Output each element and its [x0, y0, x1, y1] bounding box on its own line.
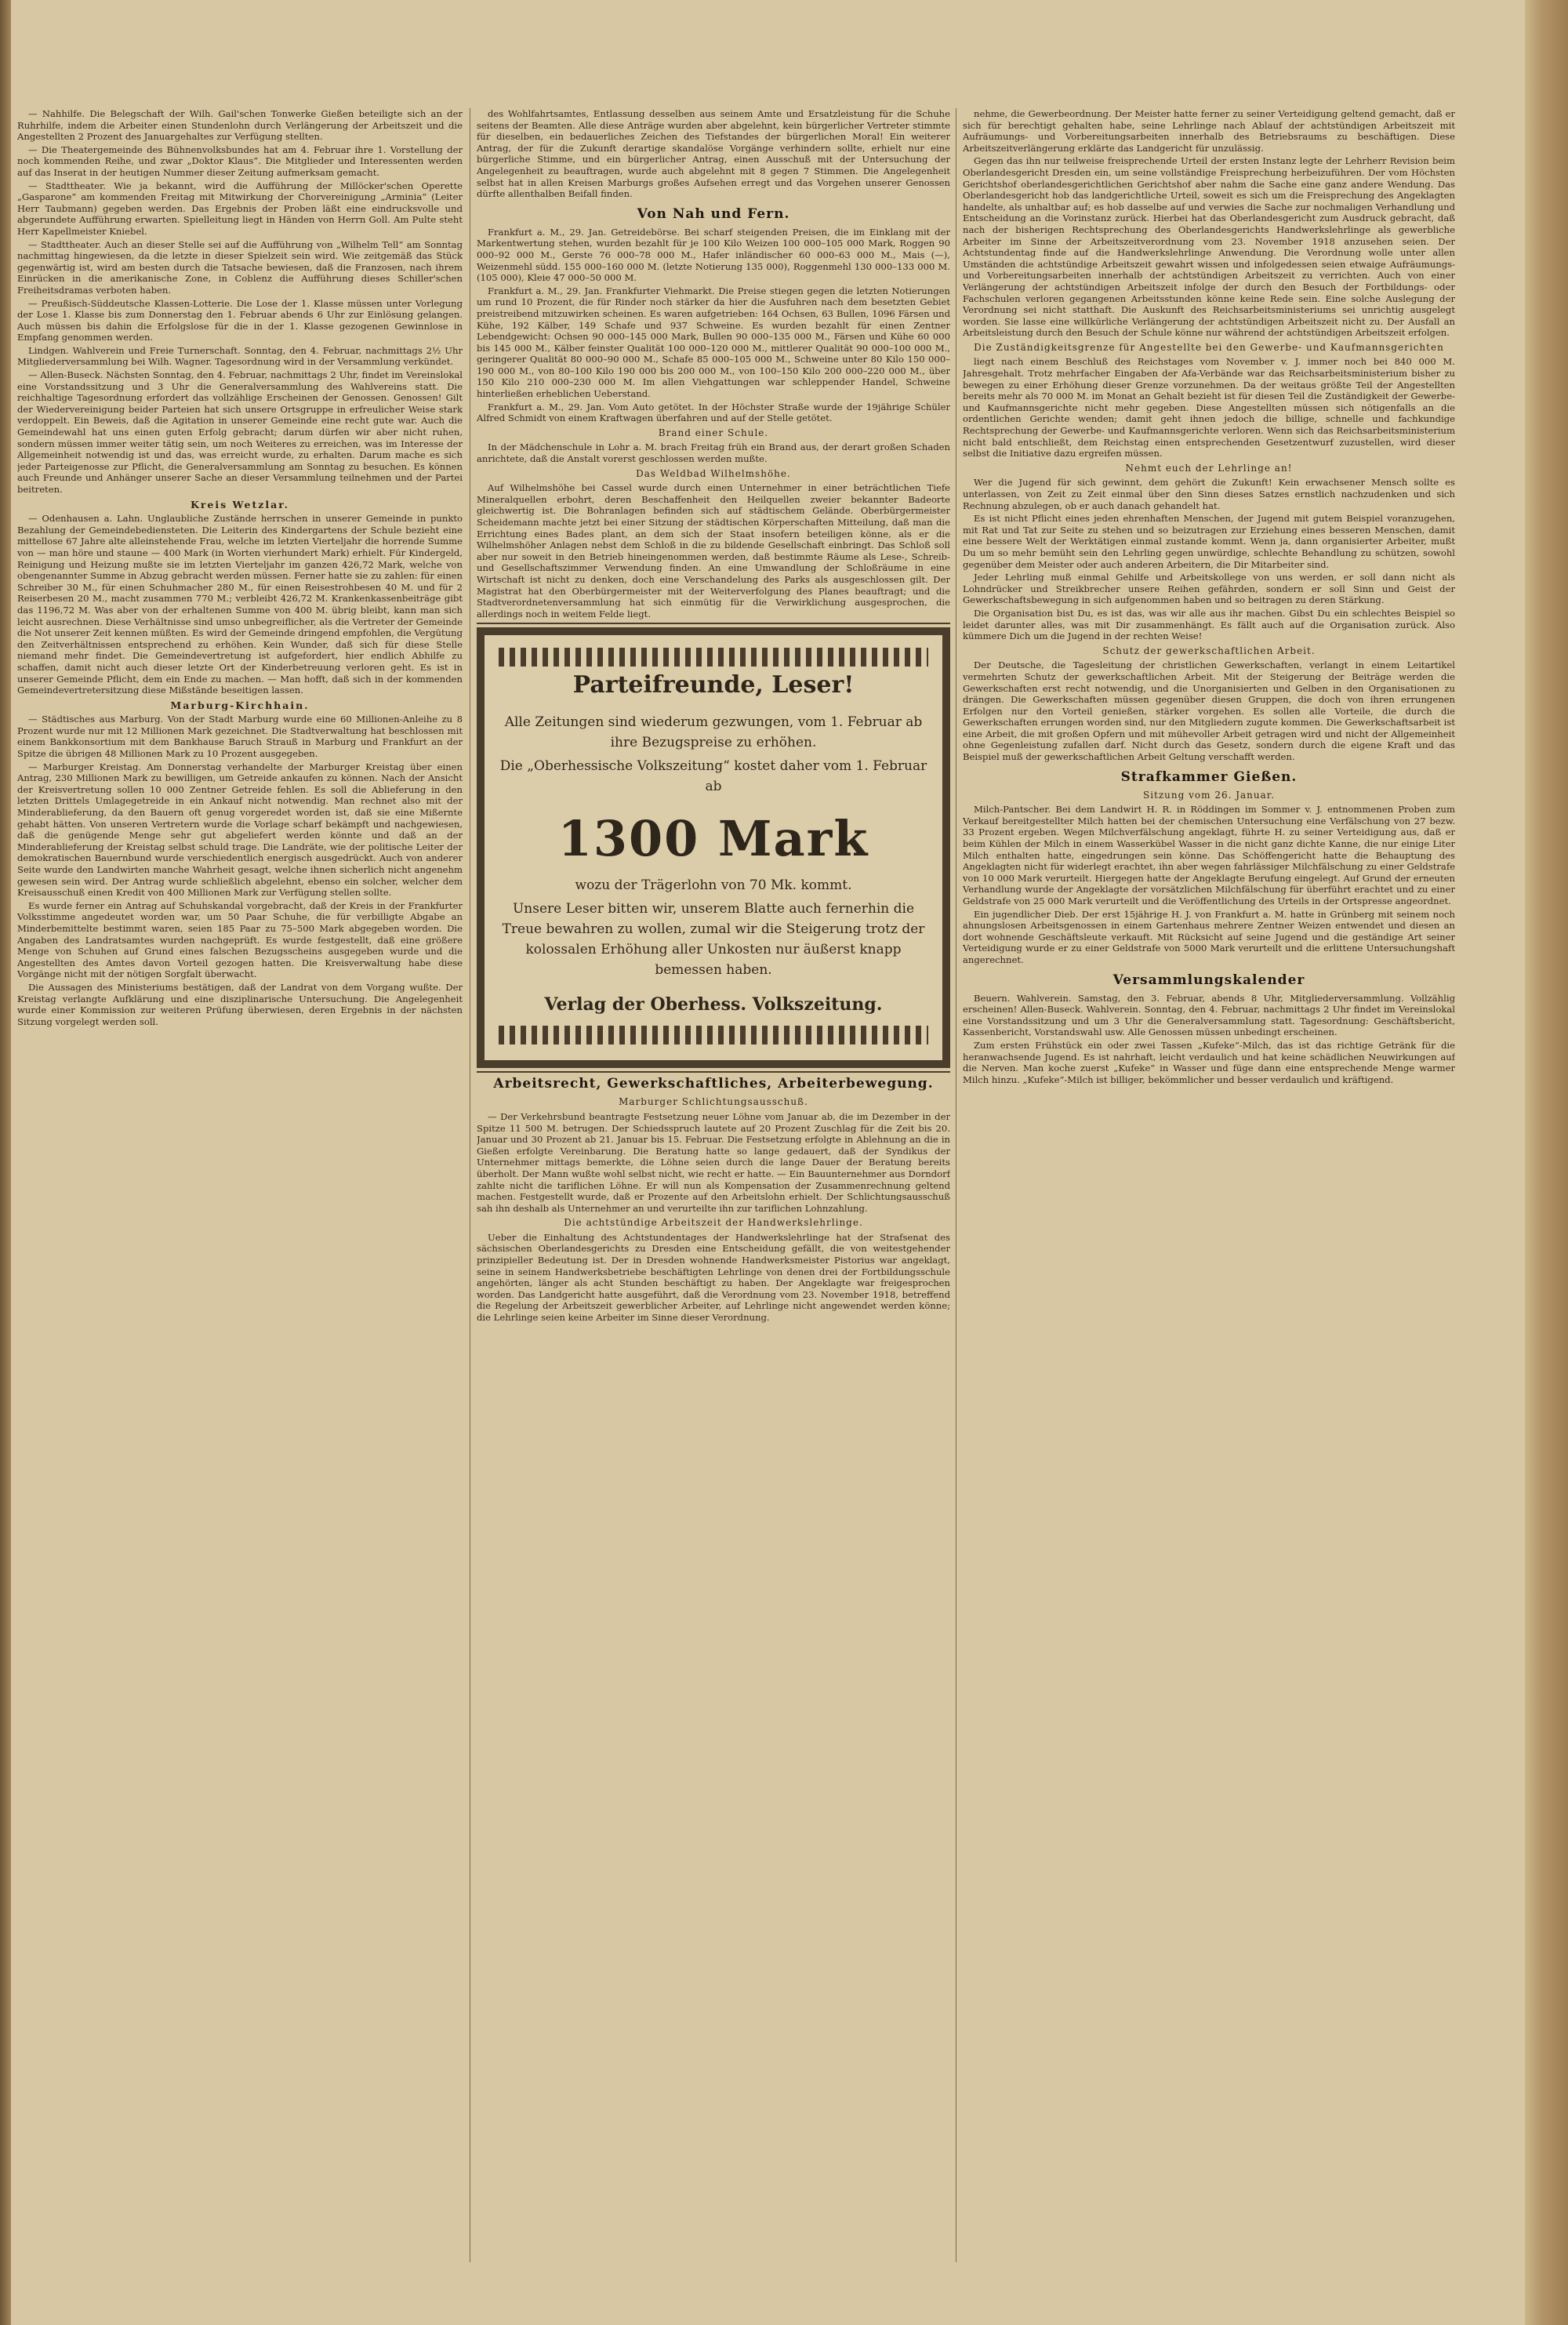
- article-paragraph: — Preußisch-Süddeutsche Klassen-Lotterie. Die Lose der 1. Klasse müssen unter Vorlegung der Lose 1. Klasse bis zum Donnerstag den 1. Februar abends 6 Uhr zur Einlösung gelangen. Auch müssen bis dahin die Erfolgslose für die in der 1. Klasse gezogenen Gewinnlose in Empfang genommen werden.: [17, 297, 463, 343]
- article-paragraph: Jeder Lehrling muß einmal Gehilfe und Arbeitskollege von uns werden, er soll dann nicht als Lohndrücker und Streikbrecher unsere Reihen gefährden, sondern er soll Sinn und Geist der Gewerkschaftsbewegung in sich aufgenommen haben und so beitragen zu deren Stärkung.: [963, 572, 1455, 606]
- notice-text: Unsere Leser bitten wir, unserem Blatte auch fernerhin die Treue bewahren zu wollen, zumal wir die Steigerung trotz der kolossalen Erhöhung aller Unkosten nur äußerst knapp bemessen haben.: [502, 901, 925, 979]
- article-paragraph: — Der Verkehrsbund beantragte Festsetzung neuer Löhne vom Januar ab, die im Dezember in der Spitze 11 500 M. betrugen. Der Schiedsspruch lautete auf 20 Prozent Zuschlag für die Zeit bis 20. Januar und 30 Prozent ab 21. Januar bis 15. Februar. Die Festsetzung erfolgte in Ablehnung an die in Gießen erfolgte Vereinbarung. Die Beratung hatte so lange gedauert, daß der Syndikus der Unternehmer mittags bemerkte, die Löhne seien durch die lange Dauer der Beratung bereits überholt. Der Mann wußte wohl selbst nicht, wie recht er hatte. — Ein Bauunternehmer aus Dorndorf zahlte nicht die tariflichen Löhne. Er will nun als Kompensation der Zusammenrechnung geltend machen. Festgestellt wurde, daß er Prozente auf den Arbeitslohn erhielt. Der Schlichtungsausschuß sah ihn deshalb als Unternehmer an und verurteilte ihn zur tariflichen Lohnzahlung.: [477, 1110, 950, 1214]
- column-3: [963, 108, 1455, 2262]
- section-heading: Von Nah und Fern.: [637, 205, 790, 222]
- column-1: [17, 108, 463, 2262]
- article-paragraph: Die Aussagen des Ministeriums bestätigen, daß der Landrat von dem Vorgang wußte. Der Kreistag verlangte Aufklärung und eine disziplinarische Untersuchung. Die Angelegenheit wurde einer Kommission zur weiteren Prüfung überwiesen, deren Ergebnis in der nächsten Sitzung vorgelegt werden soll.: [17, 981, 463, 1027]
- section-heading: Die achtstündige Arbeitszeit der Handwerkslehrlinge.: [564, 1217, 863, 1229]
- article-paragraph: Zum ersten Frühstück ein oder zwei Tassen „Kufeke“-Milch, das ist das richtige Getränk für die heranwachsende Jugend. Es ist nahrhaft, leicht verdaulich und hat keine schädlichen Neuwirkungen auf die Nerven. Man koche zuerst „Kufeke“ in Wasser und füge dann eine entsprechende Menge warmer Milch hinzu. „Kufeke“-Milch ist billiger, bekömmlicher und besser verdaulich und kräftigend.: [963, 1039, 1455, 1085]
- section-heading: Die Zuständigkeitsgrenze für Angestellte bei den Gewerbe- und Kaufmannsgerichten: [974, 341, 1444, 353]
- article-paragraph: Frankfurt a. M., 29. Jan. Vom Auto getötet. In der Höchster Straße wurde der 19jährige Schüler Alfred Schmidt von einem Kraftwagen überfahren und auf der Stelle getötet.: [477, 401, 950, 424]
- section-heading: Kreis Wetzlar.: [190, 498, 290, 510]
- article-paragraph: — Städtisches aus Marburg. Von der Stadt Marburg wurde eine 60 Millionen-Anleihe zu 8 Prozent wurde nur mit 12 Millionen Mark gezeichnet. Die Stadtverwaltung hat beschlossen mit einem Bankkonsortium mit dem Bankhause Baruch Strauß in Marburg und Frankfurt an der Spitze die übrigen 48 Millionen Mark zu 10 Prozent ausgegeben.: [17, 714, 463, 760]
- article-paragraph: Es ist nicht Pflicht eines jeden ehrenhaften Menschen, der Jugend mit gutem Beispiel voranzugehen, mit Rat und Tat zur Seite zu stehen und so beizutragen zur Erziehung eines besseren Menschen, damit eine bessere Welt der Werktätigen einmal zustande kommt. Wenn ja, dann organisierter Arbeiter, mußt Du um so mehr bemüht sein den Lehrling gegen unwürdige, schlechte Behandlung zu schützen, sowohl gegenüber dem Meister oder auch anderen Arbeitern, die Dir Mitarbeiter sind.: [963, 513, 1455, 570]
- section-heading: Versammlungskalender: [1112, 972, 1305, 988]
- article-paragraph: — Marburger Kreistag. Am Donnerstag verhandelte der Marburger Kreistag über einen Antrag, 230 Millionen Mark zu bewilligen, um Getreide ankaufen zu können. Nach der Ansicht der Kreisvertretung sollen 10 000 Zentner Getreide fehlen. Es soll die Ablieferung in den letzten Drittels Umlagegetreide in ein Ankauf nicht notwendig. Man rechnet also mit der Minderablieferung, da den Bauern oft genug vorgeredet worden ist, daß sie eine Mißernte gehabt hätten. Von unseren Vertretern wurde die Vorlage scharf bekämpft und nachgewiesen, daß die genügende Menge sehr gut abgeliefert werden könnte und daß an der Minderablieferung der Kreistag selbst schuld trage. Die Landräte, wie der politische Leiter der demokratischen Bauernbund wurde verschiedentlich energisch ausgedrückt. Auch von anderer Seite wurde den Landwirten manche Wahrheit gesagt, welche ihnen sicherlich nicht angenehm gewesen sein wird. Der Antrag wurde schließlich abgelehnt, ebenso ein solcher, welcher dem Kreisausschuß einen Kredit von 400 Millionen Mark zur Verfügung stellen sollte.: [17, 761, 463, 899]
- article-paragraph: Der Deutsche, die Tagesleitung der christlichen Gewerkschaften, verlangt in einem Leitartikel vermehrten Schutz der gewerkschaftlichen Arbeit. Mit der Steigerung der Beiträge werden die Gewerkschaften erst recht notwendig, und die Unorganisierten und Gelben in den Organisationen zu drängen. Die Gewerkschaften müssen gegenüber diesen Gruppen, die doch von ihren errungenen Erfolgen nur den Vorteil genießen, stärker vorgehen. Es sollen alle Vorteile, die durch die Gewerkschaften errungen worden sind, nur den Mitgliedern zugute kommen. Die Gewerkschaftsarbeit ist eine Arbeit, die mit großen Opfern und mit mühevoller Arbeit getragen wird und nicht der Allgemeinheit ohne Gegenleistung zufallen darf. Nicht durch das Gesetz, sondern durch die eigene Kraft und das Beispiel muß der gewerkschaftlichen Arbeit Geltung verschafft werden.: [963, 659, 1455, 763]
- notice-footer: Verlag der Oberhess. Volkszeitung.: [544, 994, 883, 1015]
- article-paragraph: Lindgen. Wahlverein und Freie Turnerschaft. Sonntag, den 4. Februar, nachmittags 2½ Uhr Mitgliederversammlung bei Wilh. Wagner. Tagesordnung wird in der Versammlung verkündet.: [17, 344, 463, 368]
- section-heading: Marburg-Kirchhain.: [170, 699, 310, 711]
- article-paragraph: Milch-Pantscher. Bei dem Landwirt H. R. in Röddingen im Sommer v. J. entnommenen Proben zum Verkauf bereitgestellter Milch hatten bei der chemischen Untersuchung eine Verfälschung von 27 bezw. 33 Prozent ergeben. Wegen Milchverfälschung angeklagt, führte H. zu seiner Verteidigung aus, daß er beim Kühlen der Milch in einem Wasserkübel Wasser in die nicht ganz dichte Kanne, die nur einige Liter Milch enthalten hatte, eingedrungen sein könne. Das Schöffengericht hatte die Behauptung des Angeklagten nicht für widerlegt erachtet, ihn aber wegen fahrlässiger Milchfälschung zu einer Geldstrafe von 10 000 Mark verurteilt. Hiergegen hatte der Angeklagte Berufung eingelegt. Auf Grund der erneuten Verhandlung wurde der Angeklagte der vorsätzlichen Milchfälschung für überführt erachtet und zu einer Geldstrafe von 25 000 Mark verurteilt und die Veröffentlichung des Urteils in der Ortspresse angeordnet.: [963, 804, 1455, 906]
- section-heading: Nehmt euch der Lehrlinge an!: [1125, 462, 1293, 474]
- notice-text: Die „Oberhessische Volkszeitung“ kostet daher vom 1. Februar ab: [499, 758, 927, 795]
- article-paragraph: Beuern. Wahlverein. Samstag, den 3. Februar, abends 8 Uhr, Mitgliederversammlung. Vollzählig erscheinen! Allen-Buseck. Wahlverein. Sonntag, den 4. Februar, nachmittags 2 Uhr findet im Vereinslokal eine Vorstandssitzung und um 3 Uhr die Generalversammlung statt. Tagesordnung: Geschäftsbericht, Kassenbericht, Vorstandswahl usw. Alle Genossen müssen unbedingt erscheinen.: [963, 992, 1455, 1038]
- article-paragraph: liegt nach einem Beschluß des Reichstages vom November v. J. immer noch bei 840 000 M. Jahresgehalt. Trotz mehrfacher Eingaben der Afa-Verbände war das Reichsarbeitsministerium bisher zu bewegen zu einer Erhöhung dieser Grenze vorzunehmen. Da der weitaus größte Teil der Angestellten bereits mehr als 70 000 M. im Monat an Gehalt bezieht ist für diesen Teil die Zuständigkeit der Gewerbe- und Kaufmannsgerichte nicht mehr gegeben. Diese Angestellten müssen sich nötigenfalls an die ordentlichen Gerichte wenden; damit geht ihnen jedoch die billige, schnelle und fachkundige Rechtsprechung der Gewerbe- und Kaufmannsgerichte verloren. Wenn sich das Reichsarbeitsministerium nicht bald entschließt, dem Reichstag einen entsprechenden Gesetzentwurf zuzustellen, wird dieser selbst die Initiative dazu ergreifen müssen.: [963, 356, 1455, 460]
- notice-price: 1300 Mark: [557, 810, 869, 868]
- section-heading: Brand einer Schule.: [658, 427, 769, 438]
- subscription-price-notice: [477, 627, 950, 1068]
- section-heading: Schutz der gewerkschaftlichen Arbeit.: [1102, 645, 1316, 656]
- article-paragraph: Frankfurt a. M., 29. Jan. Frankfurter Viehmarkt. Die Preise stiegen gegen die letzten Notierungen um rund 10 Prozent, die für Rinder noch stärker da hier die Ausfuhren nach dem besetzten Gebiet preistreibend mitzuwirken scheinen. Es waren aufgetrieben: 164 Ochsen, 63 Bullen, 1096 Färsen und Kühe, 192 Kälber, 149 Schafe und 937 Schweine. Es wurden bezahlt für einen Zentner Lebendgewicht: Ochsen 90 000–145 000 Mark, Bullen 90 000–135 000 M., Färsen und Kühe 60 000 bis 145 000 M., Kälber feinster Qualität 100 000–120 000 M., mittlerer Qualität 90 000–100 000 M., geringerer Qualität 80 000–90 000 M., Schafe 85 000–105 000 M., Schweine unter 80 Kilo 150 000–190 000 M., von 80–100 Kilo 190 000 bis 200 000 M., von 100–150 Kilo 200 000–220 000 M., über 150 Kilo 210 000–230 000 M. Im allen Viehgattungen war schleppender Handel, Schweine hinterließen erheblichen Ueberstand.: [477, 285, 950, 400]
- column-2: [477, 108, 950, 2262]
- article-paragraph: — Stadttheater. Auch an dieser Stelle sei auf die Aufführung von „Wilhelm Tell“ am Sonntag nachmittag hingewiesen, da die letzte in dieser Spielzeit sein wird. Wie zeitgemäß das Stück gegenwärtig ist, wird am besten durch die Tatsache bewiesen, daß die Franzosen, nach ihrem Einrücken in die amerikanische Zone, in Coblenz die Aufführung dieses Schiller'schen Freiheitsdramas verboten haben.: [17, 238, 463, 296]
- notice-heading: Parteifreunde, Leser!: [572, 671, 855, 699]
- section-heading: Marburger Schlichtungsausschuß.: [619, 1096, 808, 1108]
- notice-text: Alle Zeitungen sind wiederum gezwungen, vom 1. Februar ab ihre Bezugspreise zu erhöhen.: [504, 714, 923, 751]
- section-heading: Das Weldbad Wilhelmshöhe.: [636, 467, 791, 479]
- article-paragraph: — Allen-Buseck. Nächsten Sonntag, den 4. Februar, nachmittags 2 Uhr, findet im Vereinslokal eine Vorstandssitzung und 3 Uhr die Generalversammlung des Wahlvereins statt. Die reichhaltige Tagesordnung erfordert das vollzählige Erscheinen der Genossen. Genossen! Gilt der Wiedervereinigung beider Parteien hat sich unsere Ortsgruppe in erfreulicher Weise stark verdoppelt. Ein Beweis, daß die Agitation in unserer Gemeinde eine recht gute war. Auch die Gemeindewahl hat uns einen guten Erfolg gebracht; darum dürfen wir aber nicht ruhen, sondern müssen immer weiter tätig sein, um noch Weiteres zu erreichen, was im Interesse der Allgemeinheit notwendig ist und das, was erreicht wurde, zu erhalten. Darum mache es sich jeder Parteigenosse zur Pflicht, die Generalversammlung am Sonntag zu besuchen. Es können auch Freunde und Anhänger unserer Sache an dieser Versammlung teilnehmen und der Partei beitreten.: [17, 369, 463, 495]
- ornament-border: [499, 1026, 928, 1044]
- ornament-border: [499, 648, 928, 667]
- article-paragraph: Auf Wilhelmshöhe bei Cassel wurde durch einen Unternehmer in einer beträchtlichen Tiefe Mineralquellen erbohrt, deren Beschaffenheit den Heilquellen zweier bekannter Badeorte gleichwertig ist. Die Bohranlagen befinden sich auf städtischem Gelände. Oberbürgermeister Scheidemann machte jetzt bei einer Sitzung der städtischen Körperschaften Mitteilung, daß man die Errichtung eines Bades plant, an dem sich der Staat insofern beteiligen könne, als er die Wilhelmshöher Anlagen nebst dem Schloß in die zu bildende Gesellschaft einbringt. Das Schloß soll aber nur soweit in den Betrieb hineingenommen werden, daß bestimmte Räume als Lese-, Schreib- und Gesellschaftszimmer Verwendung finden. An eine Umwandlung der Schloßräume in eine Wirtschaft ist nicht zu denken, doch eine Verschandelung des Parks als ausgeschlossen gilt. Der Magistrat hat den Oberbürgermeister mit der Weiterverfolgung des Planes beauftragt; und die Stadtverordnetenversammlung hat sich einmütig für die Verwirklichung ausgesprochen, die allerdings noch in weitem Felde liegt.: [477, 482, 950, 619]
- section-heading: Strafkammer Gießen.: [1120, 768, 1298, 785]
- article-paragraph: Die Organisation bist Du, es ist das, was wir alle aus ihr machen. Gibst Du ein schlechtes Beispiel so leidet darunter alles, was mit Dir zusammenhängt. Es fällt auch auf die Organisation zurück. Also kümmere Dich um die Jugend in der rechten Weise!: [963, 607, 1455, 642]
- article-paragraph: Frankfurt a. M., 29. Jan. Getreidebörse. Bei scharf steigenden Preisen, die im Einklang mit der Markentwertung stehen, wurden bezahlt für je 100 Kilo Weizen 100 000–105 000 Mark, Roggen 90 000–92 000 M., Gerste 76 000–78 000 M., Hafer inländischer 60 000–63 000 M., Mais (—), Weizenmehl südd. 155 000–160 000 M. (letzte Notierung 135 000), Roggenmehl 130 000–133 000 M. (105 000), Kleie 47 000–50 000 M.: [477, 226, 950, 284]
- article-paragraph: — Die Theatergemeinde des Bühnenvolksbundes hat am 4. Februar ihre 1. Vorstellung der noch kommenden Reihe, und zwar „Doktor Klaus“. Die Mitglieder und Interessenten werden auf das Inserat in der heutigen Nummer dieser Zeitung aufmerksam gemacht.: [17, 143, 463, 178]
- article-paragraph: — Odenhausen a. Lahn. Unglaubliche Zustände herrschen in unserer Gemeinde in punkto Bezahlung der Gemeindebediensteten. Die Leiterin des Kindergartens der Schule bezieht eine mittellose 67 Jahre alte alleinstehende Frau, welche im letzten Vierteljahr die horrende Summe von — man höre und staune — 400 Mark (in Worten vierhundert Mark) erhielt. Für Kindergeld, Reinigung und Heizung mußte sie im letzten Vierteljahr im ganzen 426,72 Mark, welche von obengenannter Summe in Abzug gebracht werden müssen. Ferner hatte sie zu zahlen: für einen Schreiber 30 M., für einen Schuhmacher 280 M., für einen Reisestrohbesen 40 M. und für 2 Reiserbesen 20 M., macht zusammen 770 M.; verbleibt 426,72 M. Krankenkassenbeiträge gibt das 1196,72 M. Was aber von der erhaltenen Summe von 400 M. übrig bleibt, kann man sich leicht ausrechnen. Diese Verhältnisse sind umso unbegreiflicher, als die Vertreter der Gemeinde die Not unserer Zeit kennen müßten. Es wird der Gemeinde dringend empfohlen, die Vergütung den Zeitverhältnissen entsprechend zu erhöhen. Kein Wunder, daß sich für diese Stelle niemand mehr findet. Die Gemeindevertretung ist aufgefordert, hier endlich Abhilfe zu schaffen, damit nicht auch dieser letzte Ort der Kinderbetreuung verloren geht. Es ist in unserer Gemeinde Pflicht, dem ein Ende zu machen. — Man hofft, daß sich in der kommenden Gemeindevertretersitzung diese Mißstände beseitigen lassen.: [17, 513, 463, 696]
- page-edge: [1525, 0, 1568, 2325]
- notice-text: wozu der Trägerlohn von 70 Mk. kommt.: [575, 877, 852, 894]
- article-paragraph: Wer die Jugend für sich gewinnt, dem gehört die Zukunft! Kein erwachsener Mensch sollte es unterlassen, von Zeit zu Zeit einmal über den Sinn dieses Satzes ernstlich nachzudenken und sich Rechnung abzulegen, ob er auch danach gehandelt hat.: [963, 477, 1455, 511]
- book-binding: [0, 0, 11, 2325]
- article-paragraph: — Stadttheater. Wie ja bekannt, wird die Aufführung der Millöcker'schen Operette „Gasparone“ am kommenden Freitag mit Mitwirkung der Chorvereinigung „Arminia“ (Leiter Herr Taubmann) gegeben werden. Das Ergebnis der Proben läßt eine eindrucksvolle und abgerundete Aufführung erwarten. Spielleitung liegt in Händen von Herrn Goll. Am Pulte steht Herr Kapellmeister Kniebel.: [17, 180, 463, 237]
- article-paragraph: Ueber die Einhaltung des Achtstundentages der Handwerkslehrlinge hat der Strafsenat des sächsischen Oberlandesgerichts zu Dresden eine Entscheidung gefällt, die von weitestgehender prinzipieller Bedeutung ist. Der in Dresden wohnende Handwerksmeister Pistorius war angeklagt, seine in seinem Handwerksbetriebe beschäftigten Lehrlinge von denen drei der Fortbildungsschule angehörten, länger als acht Stunden beschäftigt zu haben. Der Angeklagte war freigesprochen worden. Das Landgericht hatte ausgeführt, daß die Verordnung vom 23. November 1918, betreffend die Regelung der Arbeitszeit gewerblicher Arbeiter, auf Lehrlinge nicht angewendet werden könne; die Lehrlinge seien keine Arbeiter im Sinne dieser Verordnung.: [477, 1231, 950, 1324]
- article-paragraph: In der Mädchenschule in Lohr a. M. brach Freitag früh ein Brand aus, der derart großen Schaden anrichtete, daß die Anstalt vorerst geschlossen werden mußte.: [477, 441, 950, 465]
- section-heading: Arbeitsrecht, Gewerkschaftliches, Arbeiterbewegung.: [493, 1076, 934, 1092]
- article-paragraph: — Nahhilfe. Die Belegschaft der Wilh. Gail'schen Tonwerke Gießen beteiligte sich an der Ruhrhilfe, indem die Arbeiter einen Stundenlohn durch Verlängerung der Arbeitszeit und die Angestellten 2 Prozent des Januargehaltes zur Verfügung stellten.: [17, 108, 463, 143]
- article-paragraph: Ein jugendlicher Dieb. Der erst 15jährige H. J. von Frankfurt a. M. hatte in Grünberg mit seinem noch ahnungslosen Arbeitsgenossen in einem Gartenhaus mehrere Zentner Weizen entwendet und diesen an dort wohnende Geschäftsleute verkauft. Mit Rücksicht auf seine Jugend und die geständige Art seiner Verteidigung wurde er zu einer Geldstrafe von 5000 Mark verurteilt und die erlittene Untersuchungshaft angerechnet.: [963, 908, 1455, 965]
- article-paragraph: Gegen das ihn nur teilweise freisprechende Urteil der ersten Instanz legte der Lehrherr Revision beim Oberlandesgericht Dresden ein, um seine vollständige Freisprechung herbeizuführen. Der vom Höchsten Gerichtshof oberlandesgerichtlichen Gerichtshof aber nahm die Sache eine ganz andere Wendung. Das Oberlandesgericht hob das landgerichtliche Urteil, soweit es sich um die Freisprechung des Angeklagten handelte, als unhaltbar auf; es hob dasselbe auf und verwies die Sache zur nochmaligen Verhandlung und Entscheidung an die Vorinstanz zurück. Hierbei hat das Oberlandesgericht zum Ausdruck gebracht, daß nach der bisherigen Rechtsprechung des Oberlandesgerichts Handwerkslehrlinge als gewerbliche Arbeiter im Sinne der Arbeitszeitverordnung vom 23. November 1918 anzusehen seien. Der Achtstundentag finde auf die Handwerkslehrlinge Anwendung. Die Verordnung wolle unter allen Umständen die achtstündige Arbeitszeit gewahrt wissen und infolgedessen seien etwaige Aufräumungs- und Vorbereitungsarbeiten innerhalb der achtstündigen Arbeitszeit zu verrichten. Auch von einer Verlängerung der achtstündigen Arbeitszeit infolge der durch den Besuch der Fortbildungs- oder Fachschulen verloren gegangenen Arbeitsstunden könne keine Rede sein. Eine solche Auslegung der Verordnung sei nicht statthaft. Die Auskunft des Reichsarbeitsministeriums sei unrichtig ausgelegt worden. Sie lasse eine willkürliche Verlängerung der achtstündigen Arbeitszeit nicht zu. Der Ausfall an Arbeitsleistung durch den Besuch der Schule könne nur während der achtstündigen Arbeitszeit erfolgen.: [963, 155, 1455, 339]
- article-paragraph: nehme, die Gewerbeordnung. Der Meister hatte ferner zu seiner Verteidigung geltend gemacht, daß er sich für berechtigt gehalten habe, seine Lehrlinge nach Ablauf der achtstündigen Arbeitszeit mit Aufräumungs- und Vorbereitungsarbeiten innerhalb des Betriebsraums zu beschäftigen. Diese Arbeitszeitverlängerung erklärte das Landgericht für unzulässig.: [963, 108, 1455, 154]
- newspaper-page: [11, 0, 1525, 2325]
- section-heading: Sitzung vom 26. Januar.: [1142, 789, 1276, 801]
- article-paragraph: des Wohlfahrtsamtes, Entlassung desselben aus seinem Amte und Ersatzleistung für die Schuhe seitens der Beamten. Alle diese Anträge wurden aber abgelehnt, kein bürgerlicher Vertreter stimmte für dieselben, ein bedauerliches Zeichen des Tiefstandes der bürgerlichen Moral! Ein weiterer Antrag, der für die Zukunft derartige skandalöse Vorgänge verhindern sollte, erhielt nur eine bürgerliche Stimme, und ein bürgerlicher Antrag, einen Ausschuß mit der Untersuchung der Angelegenheit zu beauftragen, wurde auch abgelehnt mit 8 gegen 7 Stimmen. Die Angelegenheit selbst hat in allen Kreisen Marburgs großes Aufsehen erregt und das Vorgehen unserer Genossen dürfte allenthalben Beifall finden.: [477, 108, 950, 200]
- article-paragraph: Es wurde ferner ein Antrag auf Schuhskandal vorgebracht, daß der Kreis in der Frankfurter Volksstimme angedeutet worden war, um 50 Paar Schuhe, die für verbilligte Abgabe an Minderbemittelte bestimmt waren, seien 185 Paar zu 75–500 Mark abgegeben worden. Die Angaben des Landratsamtes wurden nachgeprüft. Es wurde festgestellt, daß eine größere Menge von Schuhen auf Grund eines falschen Bezugsscheins ausgegeben wurde und die Angestellten des Amtes davon Vorteil gezogen hatten. Die Kreisverwaltung habe diese Vorgänge nicht mit der nötigen Sorgfalt überwacht.: [17, 899, 463, 980]
